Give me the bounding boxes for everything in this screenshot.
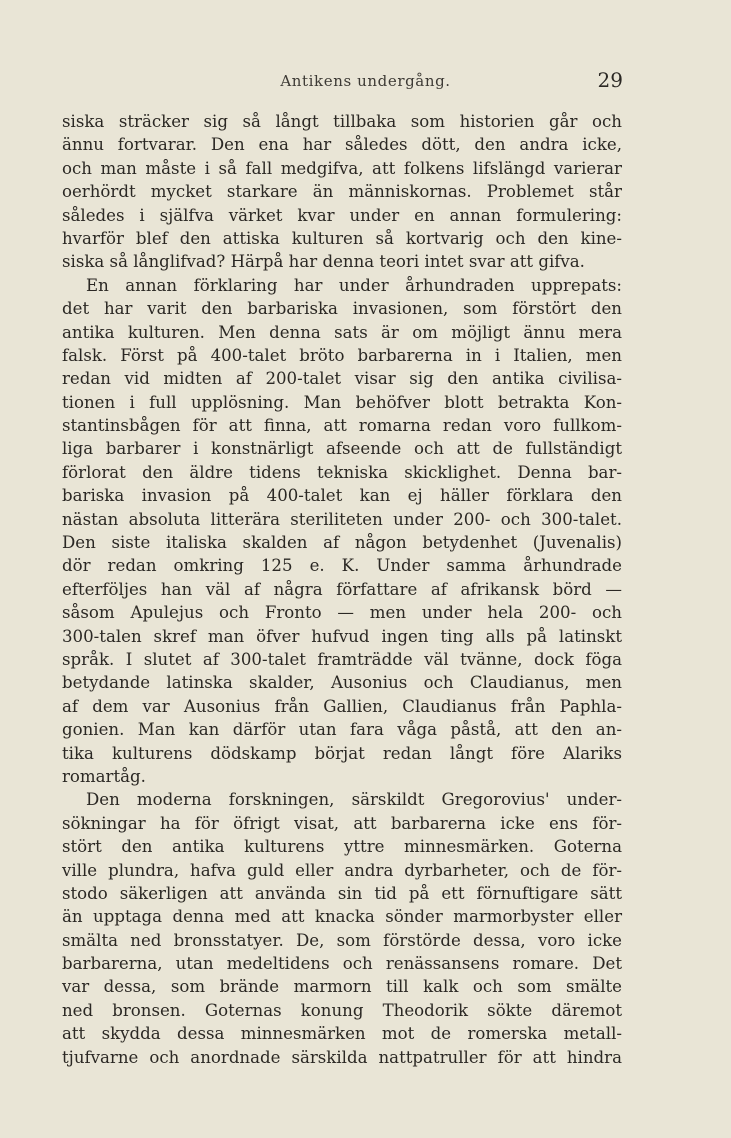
text-line: såsom Apulejus och Fronto — men under hela 200- och [62,603,622,623]
text-line: och man måste i så fall medgifva, att folkens lifslängd varierar [62,158,622,178]
text-line: tionen i full upplösning. Man behöfver blott betrakta Kon- [62,392,622,412]
text-line: bariska invasion på 400-talet kan ej häller förklara den [62,486,622,506]
text-line: således i själfva värket kvar under en annan formulering: [62,205,622,225]
text-line: 300-talen skref man öfver hufvud ingen ting alls på latinskt [62,626,622,646]
text-line: Den moderna forskningen, särskildt Gregorovius' under- [86,790,622,810]
text-line: sökningar ha för öfrigt visat, att barbarerna icke ens för- [62,813,622,833]
text-line: än upptaga denna med att knacka sönder marmorbyster eller [62,907,622,927]
text-line: dör redan omkring 125 e. K. Under samma århundrade [62,556,622,576]
text-line: att skydda dessa minnesmärken mot de romerska metall- [62,1024,622,1044]
text-line: siska så långlifvad? Härpå har denna teori intet svar att gifva. [62,252,585,272]
text-line: det har varit den barbariska invasionen, som förstört den [62,299,622,319]
text-line: nästan absoluta litterära steriliteten under 200- och 300-talet. [62,509,622,529]
body-text [62,110,622,1069]
text-line: af dem var Ausonius från Gallien, Claudianus från Paphla- [62,696,622,716]
text-line: betydande latinska skalder, Ausonius och Claudianus, men [62,673,622,693]
text-line: stodo säkerligen att använda sin tid på ett förnuftigare sätt [62,883,622,903]
text-line: var dessa, som brände marmorn till kalk och som smälte [62,977,622,997]
text-line: En annan förklaring har under århundraden upprepats: [86,275,622,295]
running-title: Antikens undergång. [280,72,451,90]
text-line: gonien. Man kan därför utan fara våga påstå, att den an- [62,720,622,740]
text-line: efterföljes han väl af några författare af afrikansk börd — [62,579,622,599]
text-line: romartåg. [62,766,146,786]
text-line: barbarerna, utan medeltidens och renässansens romare. Det [62,954,622,974]
text-line: smälta ned bronsstatyer. De, som förstörde dessa, voro icke [62,930,622,950]
text-line: tjufvarne och anordnade särskilda nattpatruller för att hindra [62,1047,622,1067]
text-line: ned bronsen. Goternas konung Theodorik sökte däremot [62,1000,622,1020]
running-head [0,68,731,94]
text-line: Den siste italiska skalden af någon betydenhet (Juvenalis) [62,533,622,553]
text-line: falsk. Först på 400-talet bröto barbarerna in i Italien, men [62,345,622,365]
page-number: 29 [597,68,623,92]
text-line: siska sträcker sig så långt tillbaka som historien går och [62,112,622,131]
text-line: ännu fortvarar. Den ena har således dött, den andra icke, [62,135,622,155]
text-line: stört den antika kulturens yttre minnesmärken. Goterna [62,837,622,857]
text-line: liga barbarer i konstnärligt afseende och att de fullständigt [62,439,622,459]
text-line: tika kulturens dödskamp börjat redan långt före Alariks [62,743,622,763]
text-line: oerhördt mycket starkare än människornas. Problemet står [62,182,622,202]
text-line: språk. I slutet af 300-talet framträdde väl tvänne, dock föga [62,649,622,669]
text-line: stantinsbågen för att finna, att romarna redan voro fullkom- [62,416,622,436]
text-line: redan vid midten af 200-talet visar sig den antika civilisa- [62,369,622,389]
text-line: ville plundra, hafva guld eller andra dyrbarheter, och de för- [62,860,622,880]
text-line: hvarför blef den attiska kulturen så kortvarig och den kine- [62,228,622,248]
text-line: antika kulturen. Men denna sats är om möjligt ännu mera [62,322,622,342]
text-line: förlorat den äldre tidens tekniska skicklighet. Denna bar- [62,462,622,482]
